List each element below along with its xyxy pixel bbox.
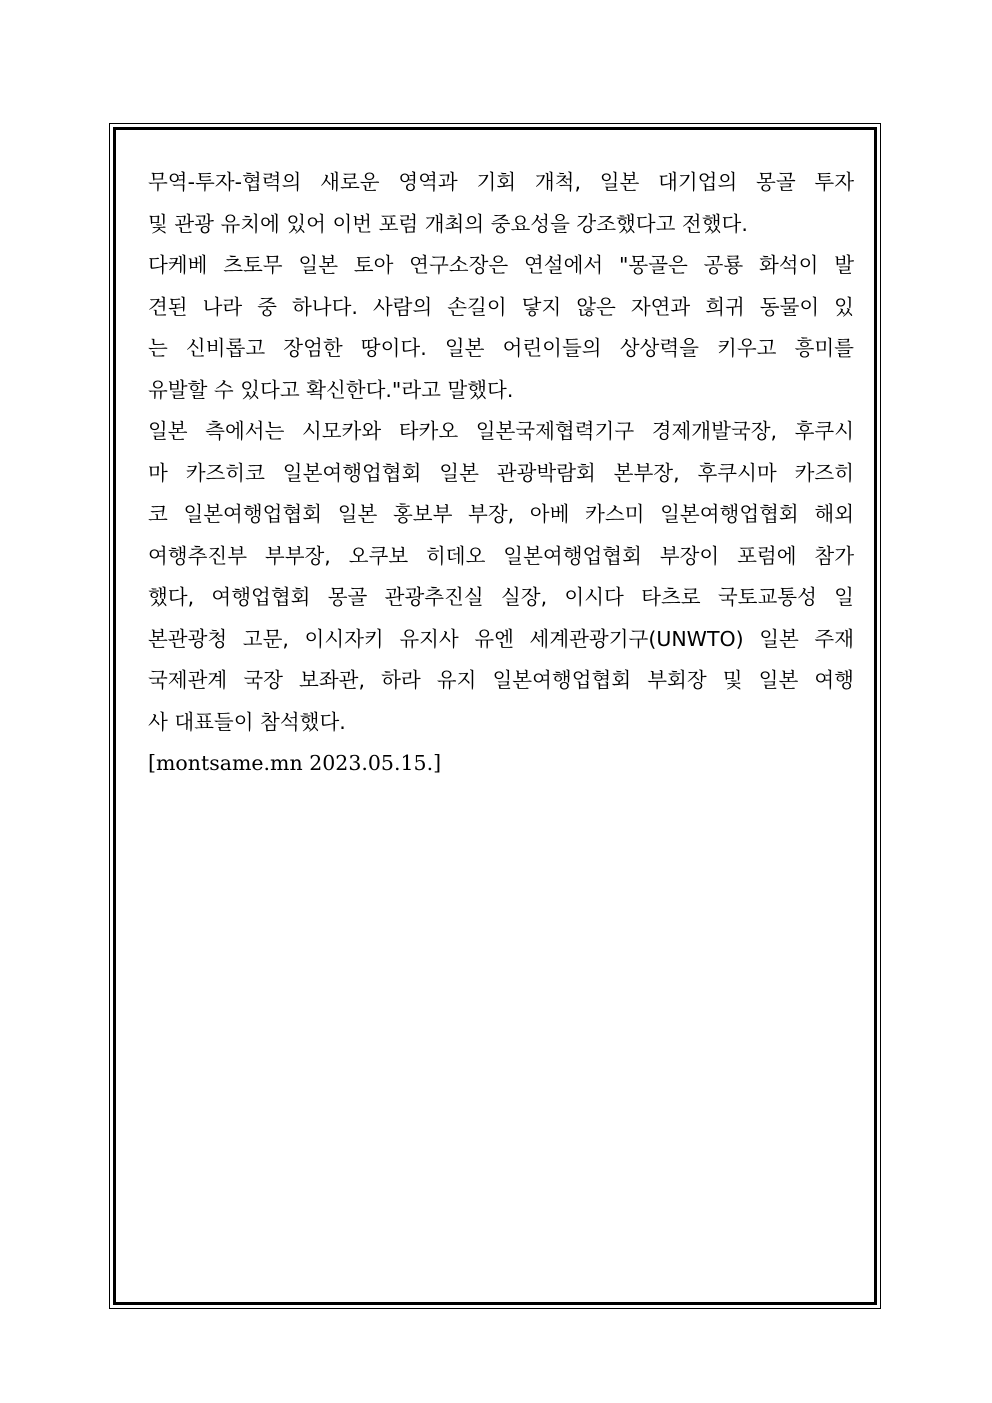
- article-line: 는 신비롭고 장엄한 땅이다. 일본 어린이들의 상상력을 키우고 흥미를: [148, 336, 854, 360]
- source-citation: [montsame.mn 2023.05.15.]: [148, 751, 442, 775]
- article-line: 국제관계 국장 보좌관, 하라 유지 일본여행업협회 부회장 및 일본 여행: [148, 668, 854, 692]
- article-line: 무역-투자-협력의 새로운 영역과 기회 개척, 일본 대기업의 몽골 투자: [148, 170, 854, 194]
- article-line: 여행추진부 부부장, 오쿠보 히데오 일본여행업협회 부장이 포럼에 참가: [148, 543, 854, 568]
- article-line: 했다, 여행업협회 몽골 관광추진실 실장, 이시다 타츠로 국토교통성 일: [148, 585, 854, 609]
- article-body: [148, 162, 854, 785]
- page-border-inner: [113, 127, 877, 1305]
- article-line: 견된 나라 중 하나다. 사람의 손길이 닿지 않은 자연과 희귀 동물이 있: [148, 294, 854, 319]
- article-line: 다케베 츠토무 일본 토아 연구소장은 연설에서 "몽골은 공룡 화석이 발: [148, 253, 854, 277]
- page-border-outer: [109, 123, 881, 1309]
- article-line: 본관광청 고문, 이시자키 유지사 유엔 세계관광기구(UNWTO) 일본 주재: [148, 626, 854, 651]
- article-line: 및 관광 유치에 있어 이번 포럼 개최의 중요성을 강조했다고 전했다.: [148, 211, 748, 236]
- article-line: 일본 측에서는 시모카와 타카오 일본국제협력기구 경제개발국장, 후쿠시: [148, 419, 854, 443]
- article-line: 유발할 수 있다고 확신한다."라고 말했다.: [148, 377, 514, 402]
- article-line: 사 대표들이 참석했다.: [148, 709, 346, 734]
- article-line: 코 일본여행업협회 일본 홍보부 부장, 아베 카스미 일본여행업협회 해외: [148, 502, 854, 526]
- article-line: 마 카즈히코 일본여행업협회 일본 관광박람회 본부장, 후쿠시마 카즈히: [148, 460, 854, 485]
